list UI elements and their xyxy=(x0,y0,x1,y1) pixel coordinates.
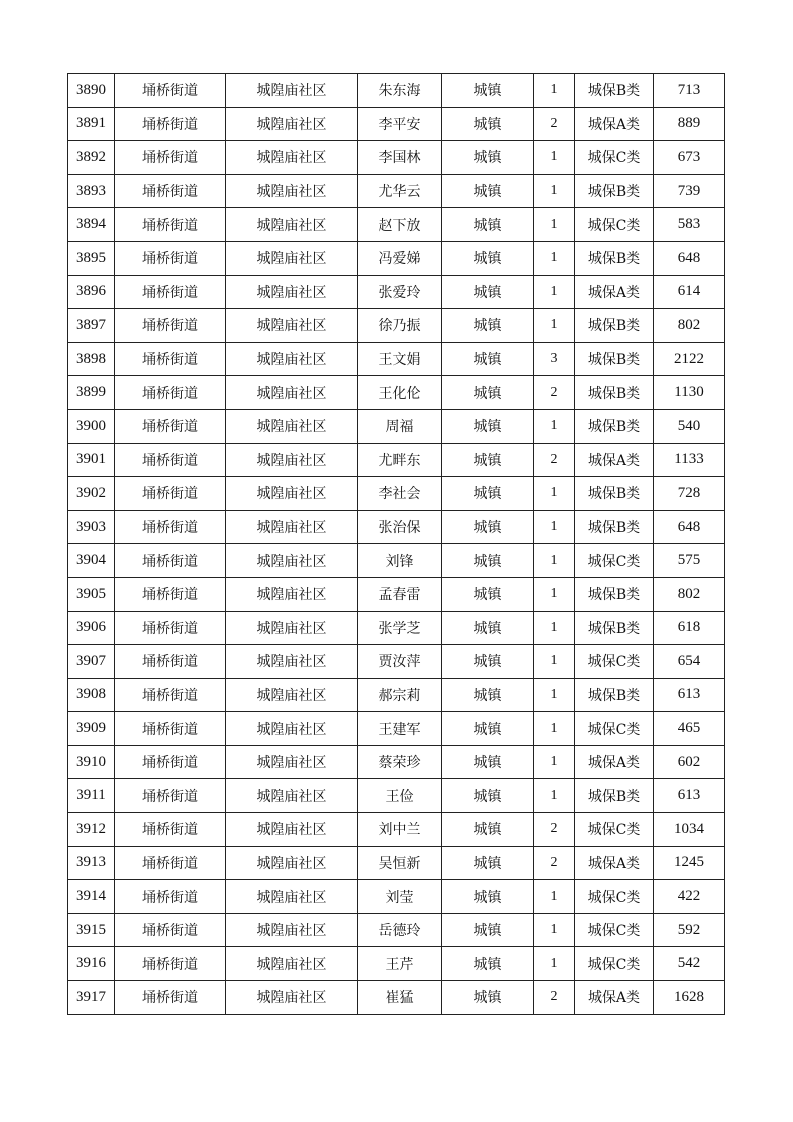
street-cell: 埇桥街道 xyxy=(115,309,226,343)
street-cell: 埇桥街道 xyxy=(115,241,226,275)
area-type-cell: 城镇 xyxy=(442,645,534,679)
community-cell: 城隍庙社区 xyxy=(226,208,358,242)
table-row xyxy=(68,275,725,309)
amount-cell: 648 xyxy=(654,241,725,275)
person-name-cell: 王建军 xyxy=(358,712,442,746)
community-cell: 城隍庙社区 xyxy=(226,275,358,309)
record-number-cell: 3895 xyxy=(68,241,115,275)
household-count-cell: 2 xyxy=(534,846,575,880)
community-cell: 城隍庙社区 xyxy=(226,813,358,847)
area-type-cell: 城镇 xyxy=(442,846,534,880)
person-name-cell: 尤华云 xyxy=(358,174,442,208)
area-type-cell: 城镇 xyxy=(442,275,534,309)
record-number-cell: 3896 xyxy=(68,275,115,309)
area-type-cell: 城镇 xyxy=(442,74,534,108)
area-type-cell: 城镇 xyxy=(442,477,534,511)
record-number-cell: 3893 xyxy=(68,174,115,208)
amount-cell: 654 xyxy=(654,645,725,679)
category-cell: 城保C类 xyxy=(575,913,654,947)
street-cell: 埇桥街道 xyxy=(115,74,226,108)
area-type-cell: 城镇 xyxy=(442,947,534,981)
area-type-cell: 城镇 xyxy=(442,510,534,544)
person-name-cell: 郝宗莉 xyxy=(358,678,442,712)
record-number-cell: 3909 xyxy=(68,712,115,746)
person-name-cell: 蔡荣珍 xyxy=(358,745,442,779)
household-count-cell: 3 xyxy=(534,342,575,376)
amount-cell: 2122 xyxy=(654,342,725,376)
household-count-cell: 1 xyxy=(534,779,575,813)
community-cell: 城隍庙社区 xyxy=(226,544,358,578)
street-cell: 埇桥街道 xyxy=(115,577,226,611)
table-row xyxy=(68,510,725,544)
household-count-cell: 1 xyxy=(534,913,575,947)
table-row xyxy=(68,846,725,880)
amount-cell: 739 xyxy=(654,174,725,208)
area-type-cell: 城镇 xyxy=(442,241,534,275)
category-cell: 城保B类 xyxy=(575,309,654,343)
person-name-cell: 刘莹 xyxy=(358,880,442,914)
community-cell: 城隍庙社区 xyxy=(226,880,358,914)
area-type-cell: 城镇 xyxy=(442,443,534,477)
household-count-cell: 1 xyxy=(534,947,575,981)
category-cell: 城保A类 xyxy=(575,981,654,1015)
table-row xyxy=(68,645,725,679)
category-cell: 城保B类 xyxy=(575,376,654,410)
household-count-cell: 2 xyxy=(534,813,575,847)
street-cell: 埇桥街道 xyxy=(115,409,226,443)
person-name-cell: 朱东海 xyxy=(358,74,442,108)
table-row xyxy=(68,745,725,779)
area-type-cell: 城镇 xyxy=(442,913,534,947)
community-cell: 城隍庙社区 xyxy=(226,477,358,511)
street-cell: 埇桥街道 xyxy=(115,544,226,578)
community-cell: 城隍庙社区 xyxy=(226,846,358,880)
category-cell: 城保A类 xyxy=(575,745,654,779)
amount-cell: 602 xyxy=(654,745,725,779)
record-number-cell: 3898 xyxy=(68,342,115,376)
amount-cell: 540 xyxy=(654,409,725,443)
category-cell: 城保A类 xyxy=(575,443,654,477)
community-cell: 城隍庙社区 xyxy=(226,443,358,477)
household-count-cell: 1 xyxy=(534,577,575,611)
area-type-cell: 城镇 xyxy=(442,342,534,376)
person-name-cell: 王芹 xyxy=(358,947,442,981)
table-row xyxy=(68,74,725,108)
street-cell: 埇桥街道 xyxy=(115,712,226,746)
record-number-cell: 3906 xyxy=(68,611,115,645)
community-cell: 城隍庙社区 xyxy=(226,745,358,779)
person-name-cell: 李社会 xyxy=(358,477,442,511)
street-cell: 埇桥街道 xyxy=(115,678,226,712)
person-name-cell: 徐乃振 xyxy=(358,309,442,343)
street-cell: 埇桥街道 xyxy=(115,275,226,309)
record-number-cell: 3894 xyxy=(68,208,115,242)
community-cell: 城隍庙社区 xyxy=(226,913,358,947)
record-number-cell: 3907 xyxy=(68,645,115,679)
community-cell: 城隍庙社区 xyxy=(226,376,358,410)
record-number-cell: 3897 xyxy=(68,309,115,343)
category-cell: 城保A类 xyxy=(575,107,654,141)
record-number-cell: 3902 xyxy=(68,477,115,511)
person-name-cell: 王化伦 xyxy=(358,376,442,410)
category-cell: 城保C类 xyxy=(575,712,654,746)
amount-cell: 583 xyxy=(654,208,725,242)
allowance-table xyxy=(67,73,725,1015)
street-cell: 埇桥街道 xyxy=(115,913,226,947)
amount-cell: 465 xyxy=(654,712,725,746)
record-number-cell: 3912 xyxy=(68,813,115,847)
record-number-cell: 3916 xyxy=(68,947,115,981)
category-cell: 城保C类 xyxy=(575,813,654,847)
amount-cell: 648 xyxy=(654,510,725,544)
household-count-cell: 1 xyxy=(534,409,575,443)
record-number-cell: 3908 xyxy=(68,678,115,712)
area-type-cell: 城镇 xyxy=(442,611,534,645)
category-cell: 城保B类 xyxy=(575,241,654,275)
category-cell: 城保C类 xyxy=(575,208,654,242)
household-count-cell: 1 xyxy=(534,611,575,645)
amount-cell: 613 xyxy=(654,678,725,712)
household-count-cell: 2 xyxy=(534,981,575,1015)
record-number-cell: 3890 xyxy=(68,74,115,108)
household-count-cell: 1 xyxy=(534,208,575,242)
person-name-cell: 李平安 xyxy=(358,107,442,141)
community-cell: 城隍庙社区 xyxy=(226,241,358,275)
household-count-cell: 1 xyxy=(534,745,575,779)
record-number-cell: 3892 xyxy=(68,141,115,175)
record-number-cell: 3900 xyxy=(68,409,115,443)
category-cell: 城保C类 xyxy=(575,141,654,175)
amount-cell: 1034 xyxy=(654,813,725,847)
record-number-cell: 3917 xyxy=(68,981,115,1015)
community-cell: 城隍庙社区 xyxy=(226,141,358,175)
category-cell: 城保B类 xyxy=(575,409,654,443)
street-cell: 埇桥街道 xyxy=(115,779,226,813)
street-cell: 埇桥街道 xyxy=(115,813,226,847)
table-row xyxy=(68,309,725,343)
table-row xyxy=(68,409,725,443)
community-cell: 城隍庙社区 xyxy=(226,577,358,611)
household-count-cell: 1 xyxy=(534,477,575,511)
community-cell: 城隍庙社区 xyxy=(226,981,358,1015)
table-row xyxy=(68,913,725,947)
person-name-cell: 崔猛 xyxy=(358,981,442,1015)
category-cell: 城保C类 xyxy=(575,544,654,578)
record-number-cell: 3891 xyxy=(68,107,115,141)
record-number-cell: 3904 xyxy=(68,544,115,578)
person-name-cell: 冯爱娣 xyxy=(358,241,442,275)
category-cell: 城保B类 xyxy=(575,510,654,544)
amount-cell: 673 xyxy=(654,141,725,175)
street-cell: 埇桥街道 xyxy=(115,141,226,175)
record-number-cell: 3901 xyxy=(68,443,115,477)
amount-cell: 713 xyxy=(654,74,725,108)
amount-cell: 802 xyxy=(654,577,725,611)
category-cell: 城保B类 xyxy=(575,74,654,108)
table-row xyxy=(68,577,725,611)
household-count-cell: 1 xyxy=(534,880,575,914)
table-row xyxy=(68,678,725,712)
category-cell: 城保C类 xyxy=(575,880,654,914)
table-row xyxy=(68,241,725,275)
person-name-cell: 王俭 xyxy=(358,779,442,813)
table-row xyxy=(68,981,725,1015)
category-cell: 城保B类 xyxy=(575,577,654,611)
street-cell: 埇桥街道 xyxy=(115,611,226,645)
street-cell: 埇桥街道 xyxy=(115,947,226,981)
street-cell: 埇桥街道 xyxy=(115,846,226,880)
person-name-cell: 尤畔东 xyxy=(358,443,442,477)
amount-cell: 1130 xyxy=(654,376,725,410)
person-name-cell: 李国林 xyxy=(358,141,442,175)
community-cell: 城隍庙社区 xyxy=(226,712,358,746)
street-cell: 埇桥街道 xyxy=(115,510,226,544)
table-row xyxy=(68,376,725,410)
record-number-cell: 3905 xyxy=(68,577,115,611)
street-cell: 埇桥街道 xyxy=(115,208,226,242)
household-count-cell: 2 xyxy=(534,376,575,410)
record-number-cell: 3899 xyxy=(68,376,115,410)
category-cell: 城保B类 xyxy=(575,477,654,511)
person-name-cell: 岳德玲 xyxy=(358,913,442,947)
amount-cell: 592 xyxy=(654,913,725,947)
table-row xyxy=(68,880,725,914)
category-cell: 城保C类 xyxy=(575,645,654,679)
table-row xyxy=(68,443,725,477)
household-count-cell: 1 xyxy=(534,678,575,712)
table-row xyxy=(68,141,725,175)
category-cell: 城保A类 xyxy=(575,846,654,880)
category-cell: 城保B类 xyxy=(575,611,654,645)
household-count-cell: 1 xyxy=(534,275,575,309)
area-type-cell: 城镇 xyxy=(442,409,534,443)
area-type-cell: 城镇 xyxy=(442,141,534,175)
community-cell: 城隍庙社区 xyxy=(226,947,358,981)
person-name-cell: 王文娟 xyxy=(358,342,442,376)
category-cell: 城保B类 xyxy=(575,678,654,712)
street-cell: 埇桥街道 xyxy=(115,174,226,208)
amount-cell: 618 xyxy=(654,611,725,645)
area-type-cell: 城镇 xyxy=(442,678,534,712)
record-number-cell: 3910 xyxy=(68,745,115,779)
record-number-cell: 3903 xyxy=(68,510,115,544)
community-cell: 城隍庙社区 xyxy=(226,645,358,679)
household-count-cell: 2 xyxy=(534,107,575,141)
person-name-cell: 刘中兰 xyxy=(358,813,442,847)
street-cell: 埇桥街道 xyxy=(115,376,226,410)
household-count-cell: 2 xyxy=(534,443,575,477)
area-type-cell: 城镇 xyxy=(442,813,534,847)
amount-cell: 614 xyxy=(654,275,725,309)
household-count-cell: 1 xyxy=(534,74,575,108)
amount-cell: 575 xyxy=(654,544,725,578)
amount-cell: 542 xyxy=(654,947,725,981)
area-type-cell: 城镇 xyxy=(442,981,534,1015)
amount-cell: 422 xyxy=(654,880,725,914)
person-name-cell: 刘锋 xyxy=(358,544,442,578)
record-number-cell: 3915 xyxy=(68,913,115,947)
category-cell: 城保C类 xyxy=(575,947,654,981)
area-type-cell: 城镇 xyxy=(442,309,534,343)
street-cell: 埇桥街道 xyxy=(115,477,226,511)
person-name-cell: 孟春雷 xyxy=(358,577,442,611)
amount-cell: 1133 xyxy=(654,443,725,477)
amount-cell: 889 xyxy=(654,107,725,141)
table-row xyxy=(68,779,725,813)
amount-cell: 728 xyxy=(654,477,725,511)
street-cell: 埇桥街道 xyxy=(115,342,226,376)
area-type-cell: 城镇 xyxy=(442,712,534,746)
community-cell: 城隍庙社区 xyxy=(226,510,358,544)
household-count-cell: 1 xyxy=(534,712,575,746)
person-name-cell: 张爱玲 xyxy=(358,275,442,309)
person-name-cell: 吴恒新 xyxy=(358,846,442,880)
area-type-cell: 城镇 xyxy=(442,208,534,242)
community-cell: 城隍庙社区 xyxy=(226,174,358,208)
street-cell: 埇桥街道 xyxy=(115,981,226,1015)
household-count-cell: 1 xyxy=(534,174,575,208)
table-row xyxy=(68,611,725,645)
amount-cell: 1245 xyxy=(654,846,725,880)
community-cell: 城隍庙社区 xyxy=(226,678,358,712)
category-cell: 城保B类 xyxy=(575,174,654,208)
community-cell: 城隍庙社区 xyxy=(226,779,358,813)
street-cell: 埇桥街道 xyxy=(115,443,226,477)
area-type-cell: 城镇 xyxy=(442,880,534,914)
community-cell: 城隍庙社区 xyxy=(226,409,358,443)
person-name-cell: 张治保 xyxy=(358,510,442,544)
area-type-cell: 城镇 xyxy=(442,376,534,410)
community-cell: 城隍庙社区 xyxy=(226,611,358,645)
amount-cell: 1628 xyxy=(654,981,725,1015)
record-number-cell: 3914 xyxy=(68,880,115,914)
table-row xyxy=(68,947,725,981)
table-row xyxy=(68,544,725,578)
table-row xyxy=(68,208,725,242)
street-cell: 埇桥街道 xyxy=(115,745,226,779)
table-row xyxy=(68,712,725,746)
street-cell: 埇桥街道 xyxy=(115,645,226,679)
community-cell: 城隍庙社区 xyxy=(226,74,358,108)
person-name-cell: 周福 xyxy=(358,409,442,443)
area-type-cell: 城镇 xyxy=(442,107,534,141)
person-name-cell: 赵下放 xyxy=(358,208,442,242)
table-body xyxy=(68,74,725,1015)
community-cell: 城隍庙社区 xyxy=(226,342,358,376)
area-type-cell: 城镇 xyxy=(442,745,534,779)
street-cell: 埇桥街道 xyxy=(115,107,226,141)
household-count-cell: 1 xyxy=(534,241,575,275)
person-name-cell: 贾汝萍 xyxy=(358,645,442,679)
table-row xyxy=(68,107,725,141)
community-cell: 城隍庙社区 xyxy=(226,309,358,343)
household-count-cell: 1 xyxy=(534,141,575,175)
table-row xyxy=(68,342,725,376)
amount-cell: 613 xyxy=(654,779,725,813)
record-number-cell: 3911 xyxy=(68,779,115,813)
table-row xyxy=(68,813,725,847)
community-cell: 城隍庙社区 xyxy=(226,107,358,141)
table-row xyxy=(68,477,725,511)
household-count-cell: 1 xyxy=(534,510,575,544)
record-number-cell: 3913 xyxy=(68,846,115,880)
area-type-cell: 城镇 xyxy=(442,779,534,813)
street-cell: 埇桥街道 xyxy=(115,880,226,914)
category-cell: 城保A类 xyxy=(575,275,654,309)
category-cell: 城保B类 xyxy=(575,342,654,376)
household-count-cell: 1 xyxy=(534,544,575,578)
area-type-cell: 城镇 xyxy=(442,577,534,611)
amount-cell: 802 xyxy=(654,309,725,343)
category-cell: 城保B类 xyxy=(575,779,654,813)
area-type-cell: 城镇 xyxy=(442,544,534,578)
person-name-cell: 张学芝 xyxy=(358,611,442,645)
area-type-cell: 城镇 xyxy=(442,174,534,208)
household-count-cell: 1 xyxy=(534,645,575,679)
table-row xyxy=(68,174,725,208)
household-count-cell: 1 xyxy=(534,309,575,343)
